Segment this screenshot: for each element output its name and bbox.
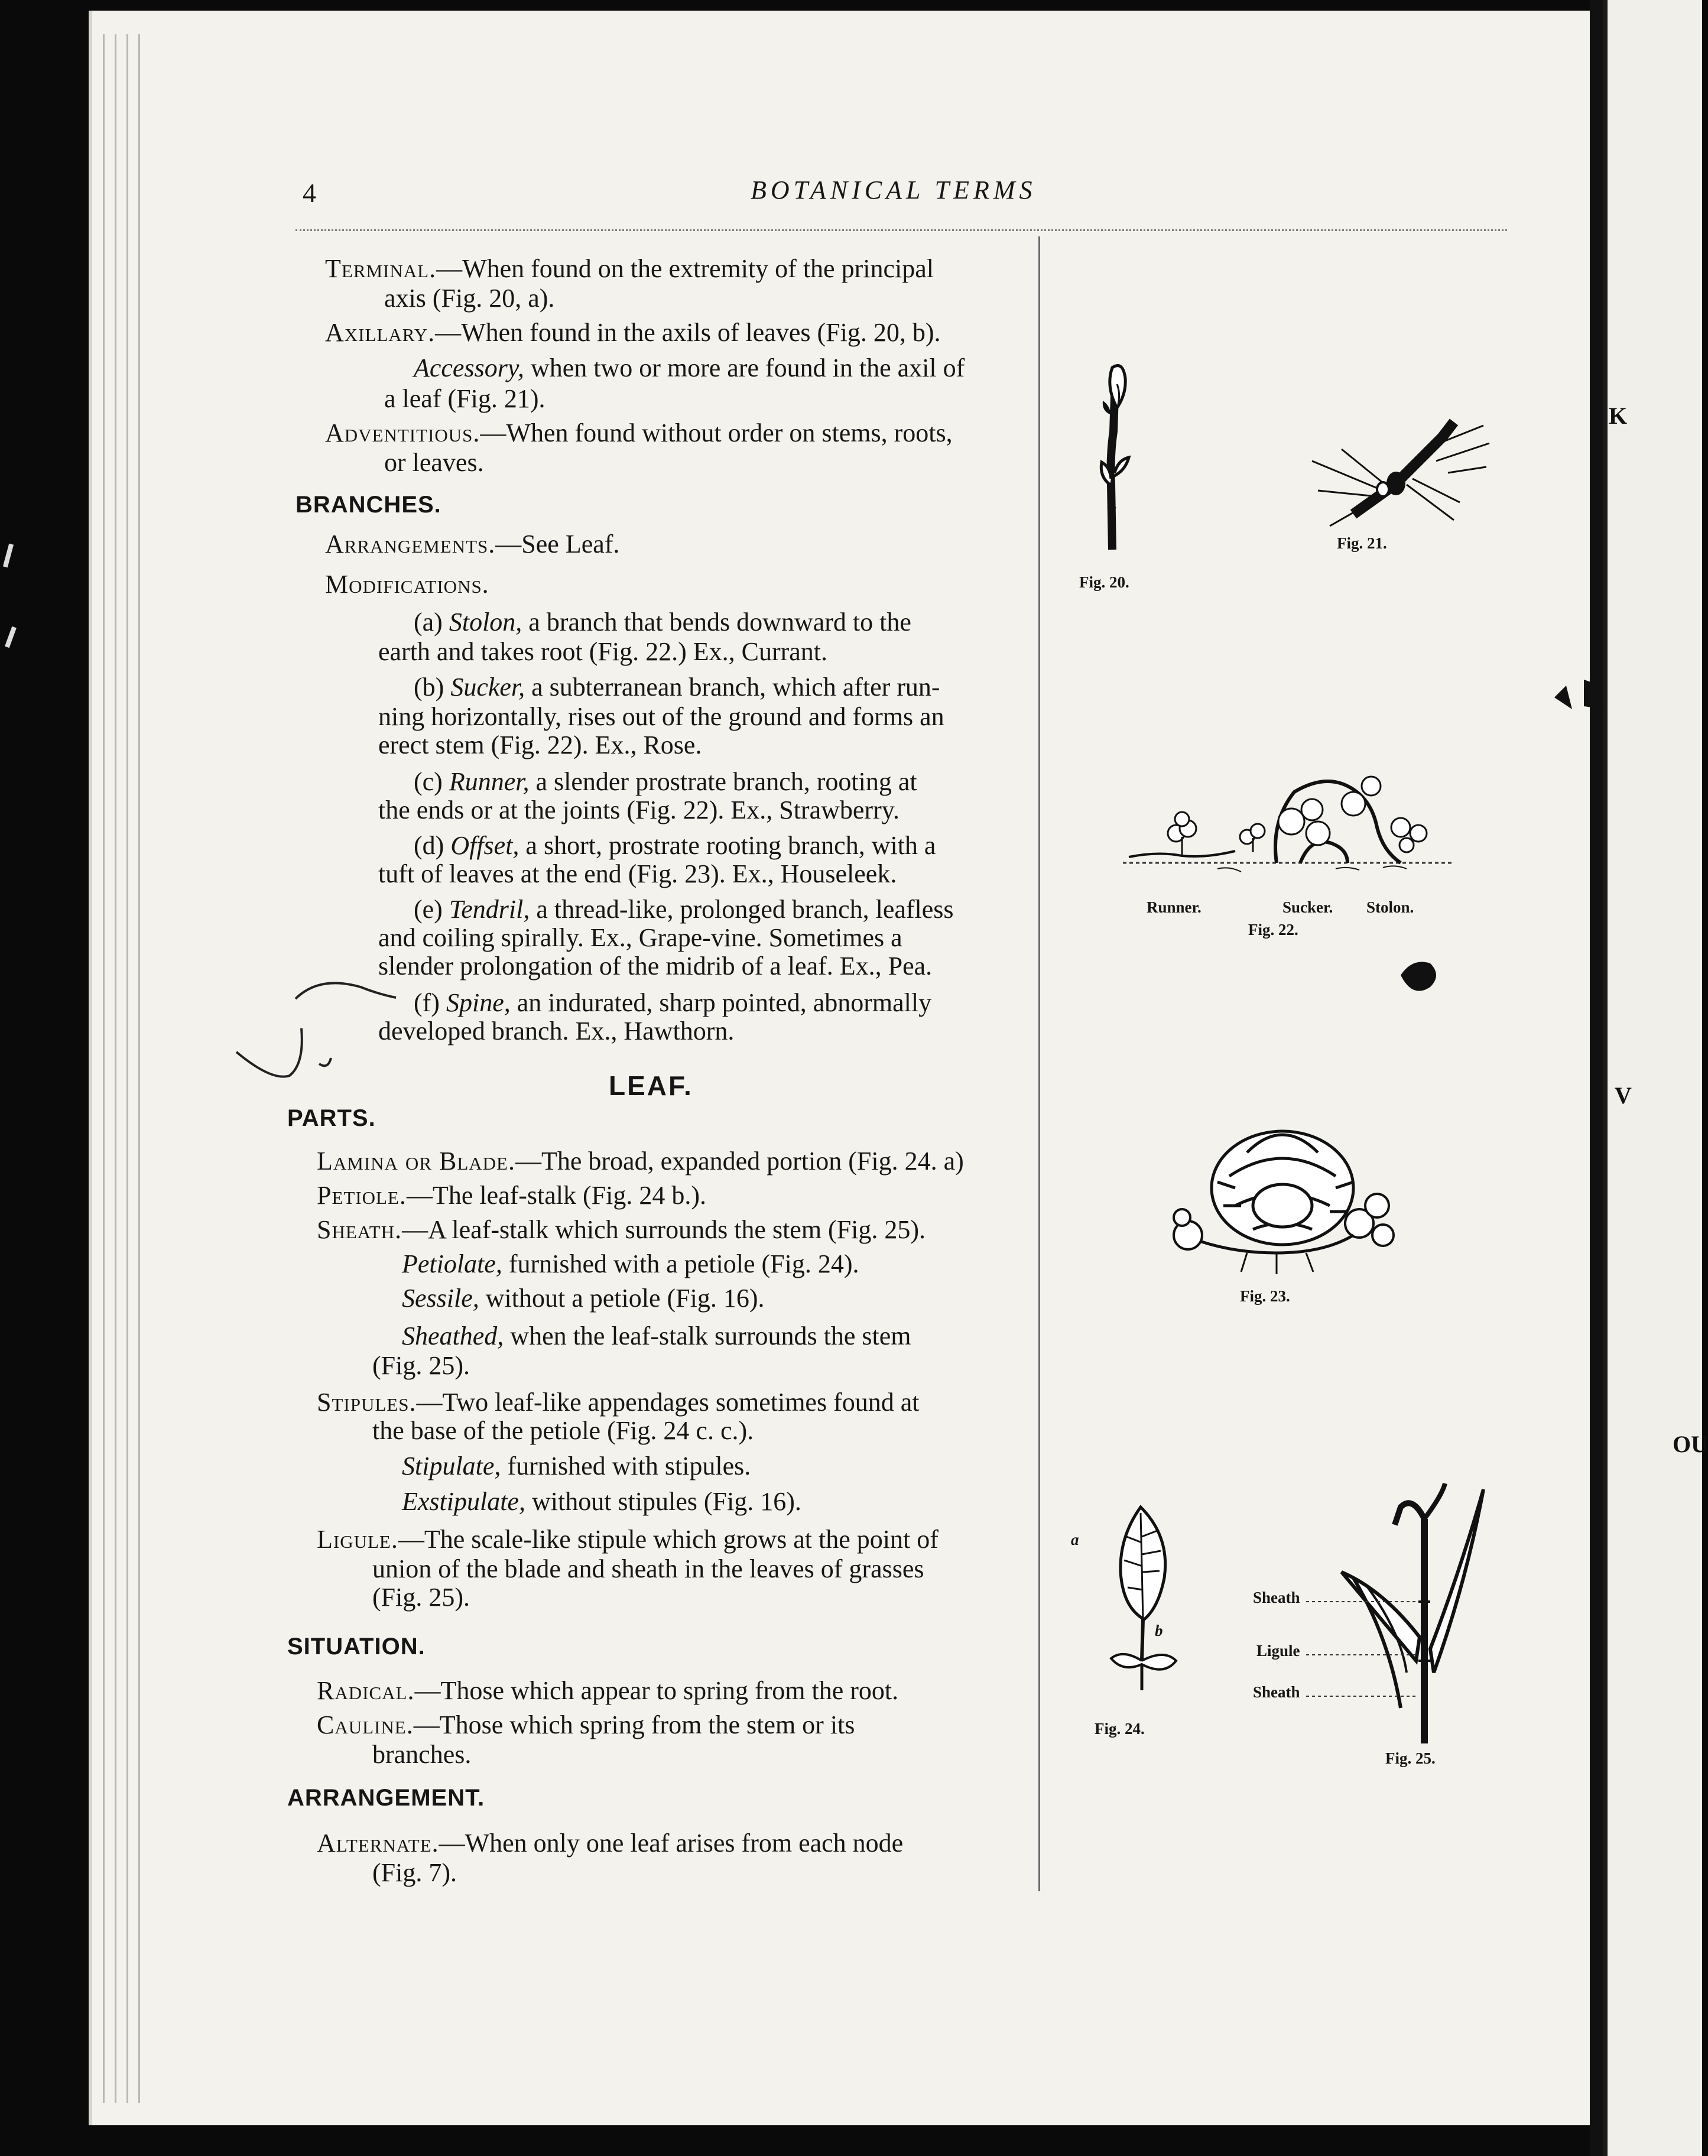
entry-lamina: Lamina or Blade.—The broad, expanded portion (Fig. 24. a) [317,1147,964,1176]
entry-runner: (c) Runner, a slender prostrate branch, rooting at [414,767,917,796]
entry-arrangements: Arrangements.—See Leaf. [325,530,620,559]
entry-radical: Radical.—Those which appear to spring from the root. [317,1676,899,1705]
entry-accessory: Accessory, when two or more are found in the axil of [414,353,965,382]
facing-page-fragment: OU [1673,1431,1708,1457]
fig-25-label-sheath-top: Sheath [1253,1589,1300,1606]
fig-25-label-sheath-bottom: Sheath [1253,1683,1300,1701]
fig-22-label-stolon: Stolon. [1366,898,1414,916]
fig-25-caption: Fig. 25. [1385,1749,1436,1767]
scan-artifact [3,544,14,568]
running-title: BOTANICAL TERMS [751,176,1037,204]
entry-ligule: Ligule.—The scale-like stipule which grows at the point of [317,1525,939,1554]
page-number: 4 [303,178,316,208]
entry-adventitious-cont: or leaves. [384,448,484,477]
section-heading-leaf: LEAF. [609,1070,693,1101]
fig-22-label-sucker: Sucker. [1282,898,1333,916]
fig-22-label-runner: Runner. [1147,898,1202,916]
facing-page-fragment: K [1609,402,1628,429]
entry-sucker-cont: ning horizontally, rises out of the ground and forms an [378,702,944,731]
entry-alternate: Alternate.—When only one leaf arises from each node [317,1829,904,1858]
entry-sheath: Sheath.—A leaf-stalk which surrounds the stem (Fig. 25). [317,1215,926,1244]
fig-20-illustration [1076,361,1152,556]
fig-24-illustration [1087,1501,1188,1696]
entry-sheathed: Sheathed, when the leaf-stalk surrounds the stem [402,1321,911,1350]
entry-spine: (f) Spine, an indurated, sharp pointed, abnormally [414,988,932,1017]
fig-24-label-b: b [1155,1622,1163,1639]
entry-axillary: Axillary.—When found in the axils of leaves (Fig. 20, b). [325,318,941,347]
facing-page-fragment: V [1615,1082,1632,1109]
entry-cauline-cont: branches. [372,1740,472,1769]
fig-25-label-ligule: Ligule [1256,1642,1300,1660]
entry-adventitious: Adventitious.—When found without order on stems, roots, [325,418,953,447]
section-heading-parts: PARTS. [287,1105,376,1131]
fig-23-illustration [1158,1117,1401,1277]
entry-stipules-cont: the base of the petiole (Fig. 24 c. c.). [372,1416,754,1445]
entry-exstipulate: Exstipulate, without stipules (Fig. 16). [402,1487,801,1516]
page-edge-line [126,34,128,2103]
entry-sessile: Sessile, without a petiole (Fig. 16). [402,1284,765,1313]
facing-page [1603,0,1708,2156]
entry-stipules: Stipules.—Two leaf-like appendages sometimes found at [317,1388,920,1417]
entry-runner-cont: the ends or at the joints (Fig. 22). Ex., Strawberry. [378,795,900,824]
entry-accessory-cont: a leaf (Fig. 21). [384,384,545,413]
entry-offset-cont: tuft of leaves at the end (Fig. 23). Ex., Houseleek. [378,859,897,888]
entry-tendril: (e) Tendril, a thread-like, prolonged branch, leafless [414,895,954,924]
entry-tendril-cont: slender prolongation of the midrib of a leaf. Ex., Pea. [378,952,933,980]
fig-25-illustration [1318,1483,1495,1749]
entry-ligule-cont: union of the blade and sheath in the leaves of grasses [372,1554,924,1583]
page-edge-line [138,34,140,2103]
entry-spine-cont: developed branch. Ex., Hawthorn. [378,1017,735,1045]
column-rule [1038,236,1040,1891]
entry-cauline: Cauline.—Those which spring from the stem or its [317,1710,855,1739]
fig-22-caption: Fig. 22. [1248,921,1298,939]
entry-sucker: (b) Sucker, a subterranean branch, which after run- [414,673,940,702]
fig-22-illustration [1123,762,1454,881]
entry-tendril-cont: and coiling spirally. Ex., Grape-vine. Sometimes a [378,923,902,952]
entry-terminal-cont: axis (Fig. 20, a). [384,284,555,313]
scan-artifact [1395,957,1448,999]
entry-petiole: Petiole.—The leaf-stalk (Fig. 24 b.). [317,1181,707,1210]
entry-stolon: (a) Stolon, a branch that bends downward to the [414,608,911,637]
fig-23-caption: Fig. 23. [1240,1287,1290,1305]
subheading-modifications: Modifications. [325,570,489,599]
fig-24-caption: Fig. 24. [1095,1720,1145,1738]
fig-21-illustration [1306,414,1495,532]
scan-artifact [1548,674,1613,727]
section-heading-situation: SITUATION. [287,1634,426,1660]
entry-ligule-cont: (Fig. 25). [372,1583,470,1612]
entry-sheathed-cont: (Fig. 25). [372,1351,470,1380]
handwritten-check-mark [225,963,402,1087]
entry-offset: (d) Offset, a short, prostrate rooting branch, with a [414,831,936,860]
scan-artifact [5,626,17,648]
fig-20-caption: Fig. 20. [1079,573,1129,591]
header-rule [296,229,1507,232]
entry-alternate-cont: (Fig. 7). [372,1858,457,1887]
entry-petiolate: Petiolate, furnished with a petiole (Fig. 24). [402,1249,859,1278]
entry-stolon-cont: earth and takes root (Fig. 22.) Ex., Currant. [378,637,828,666]
entry-terminal: Terminal.—When found on the extremity of the principal [325,254,934,283]
entry-sucker-cont: erect stem (Fig. 22). Ex., Rose. [378,730,702,759]
page-edge-line [115,34,116,2103]
fig-24-label-a: a [1071,1531,1079,1548]
entry-stipulate: Stipulate, furnished with stipules. [402,1452,751,1480]
section-heading-branches: BRANCHES. [296,492,441,518]
page-edge-line [103,34,105,2103]
fig-21-caption: Fig. 21. [1337,534,1387,552]
section-heading-arrangement: ARRANGEMENT. [287,1785,485,1811]
